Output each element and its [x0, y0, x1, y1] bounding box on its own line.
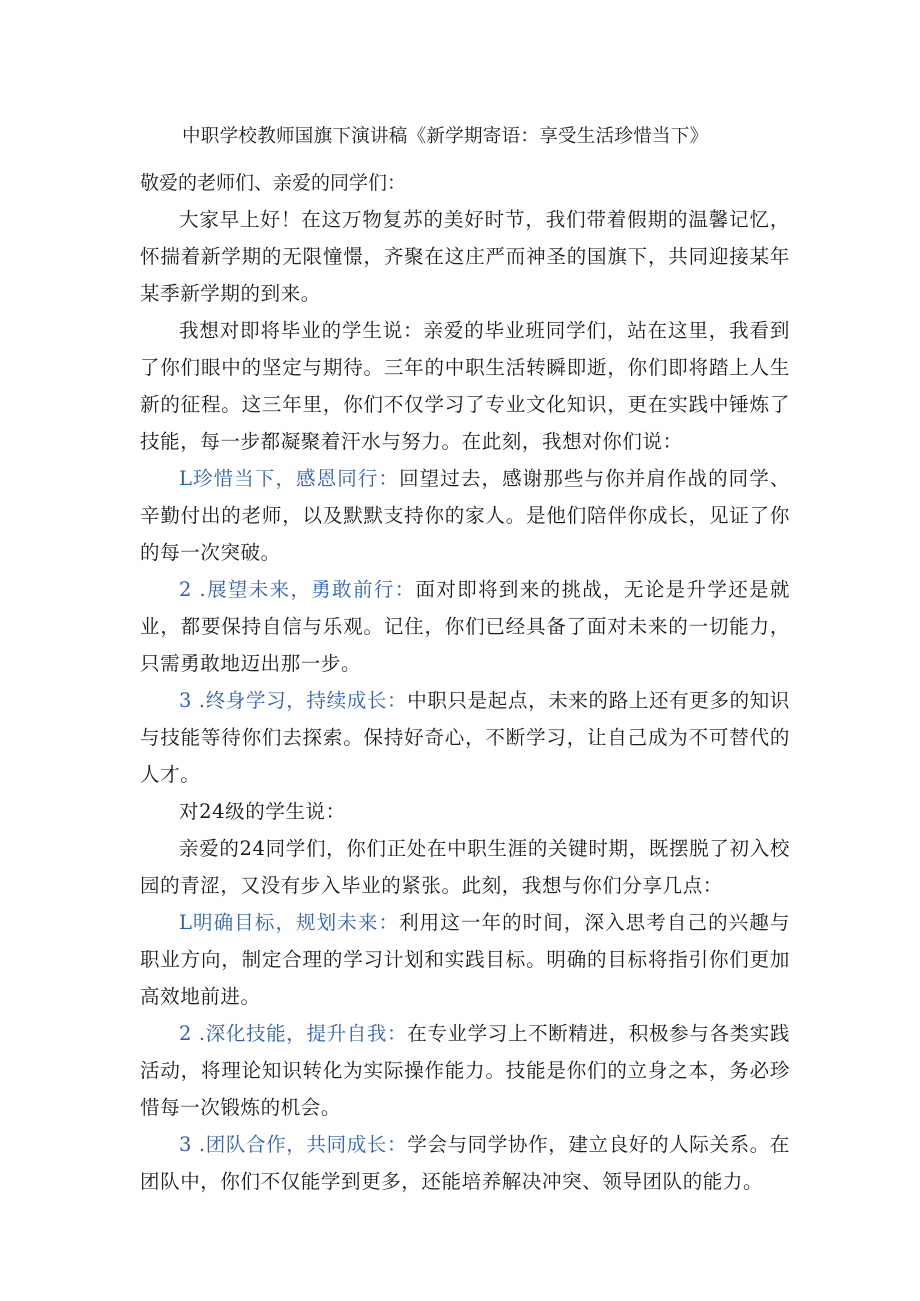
paragraph-text: 中职只是起点，未来的路上还有更多的知识与技能等待你们去探索。保持好奇心，不断学习，让自己成为不可替代的人才。 [140, 689, 790, 786]
paragraph-lead: 3 .终身学习，持续成长： [179, 689, 408, 712]
paragraph-text: 亲爱的24同学们，你们正处在中职生涯的关键时期，既摆脱了初入校园的青涩，又没有步入毕业的紧张。此刻，我想与你们分享几点： [140, 837, 790, 897]
paragraph [140, 1015, 790, 1126]
paragraph-lead: L珍惜当下，感恩同行： [179, 467, 400, 490]
paragraph [140, 682, 790, 793]
paragraph-text: 对24级的学生说： [179, 800, 346, 823]
paragraph-text: 学会与同学协作，建立良好的人际关系。在团队中，你们不仅能学到更多，还能培养解决冲突、领导团队的能力。 [140, 1133, 790, 1193]
paragraph [140, 793, 790, 830]
salutation: 敬爱的老师们、亲爱的同学们： [140, 172, 407, 194]
paragraph [140, 312, 790, 460]
paragraph-text: 在专业学习上不断精进，积极参与各类实践活动，将理论知识转化为实际操作能力。技能是你们的立身之本，务必珍惜每一次锻炼的机会。 [140, 1022, 790, 1119]
paragraph-text: 面对即将到来的挑战，无论是升学还是就业，都要保持自信与乐观。记住，你们已经具备了面对未来的一切能力，只需勇敢地迈出那一步。 [140, 578, 790, 675]
paragraph-text: 我想对即将毕业的学生说：亲爱的毕业班同学们，站在这里，我看到了你们眼中的坚定与期待。三年的中职生活转瞬即逝，你们即将踏上人生新的征程。这三年里，你们不仅学习了专业文化知识，更在实践中锤炼了技能，每一步都凝聚着汗水与努力。在此刻，我想对你们说： [140, 319, 790, 453]
paragraph [140, 571, 790, 682]
paragraph-text: 利用这一年的时间，深入思考自己的兴趣与职业方向，制定合理的学习计划和实践目标。明确的目标将指引你们更加高效地前进。 [140, 911, 790, 1008]
paragraph [140, 201, 790, 312]
document-title: 中职学校教师国旗下演讲稿《新学期寄语：享受生活珍惜当下》 [182, 126, 709, 147]
paragraph-text: 回望过去，感谢那些与你并肩作战的同学、辛勤付出的老师，以及默默支持你的家人。是他们陪伴你成长，见证了你的每一次突破。 [140, 467, 790, 564]
paragraph [140, 1126, 790, 1200]
paragraph-lead: L明确目标，规划未来： [179, 911, 400, 934]
paragraph [140, 904, 790, 1015]
paragraph-lead: 2 .展望未来，勇敢前行： [179, 578, 416, 601]
document-body [140, 201, 790, 1200]
paragraph-lead: 2 .深化技能，提升自我： [179, 1022, 408, 1045]
paragraph [140, 460, 790, 571]
paragraph-lead: 3 .团队合作，共同成长： [179, 1133, 408, 1156]
paragraph [140, 830, 790, 904]
paragraph-text: 大家早上好！在这万物复苏的美好时节，我们带着假期的温馨记忆，怀揣着新学期的无限憧憬，齐聚在这庄严而神圣的国旗下，共同迎接某年某季新学期的到来。 [140, 208, 790, 305]
